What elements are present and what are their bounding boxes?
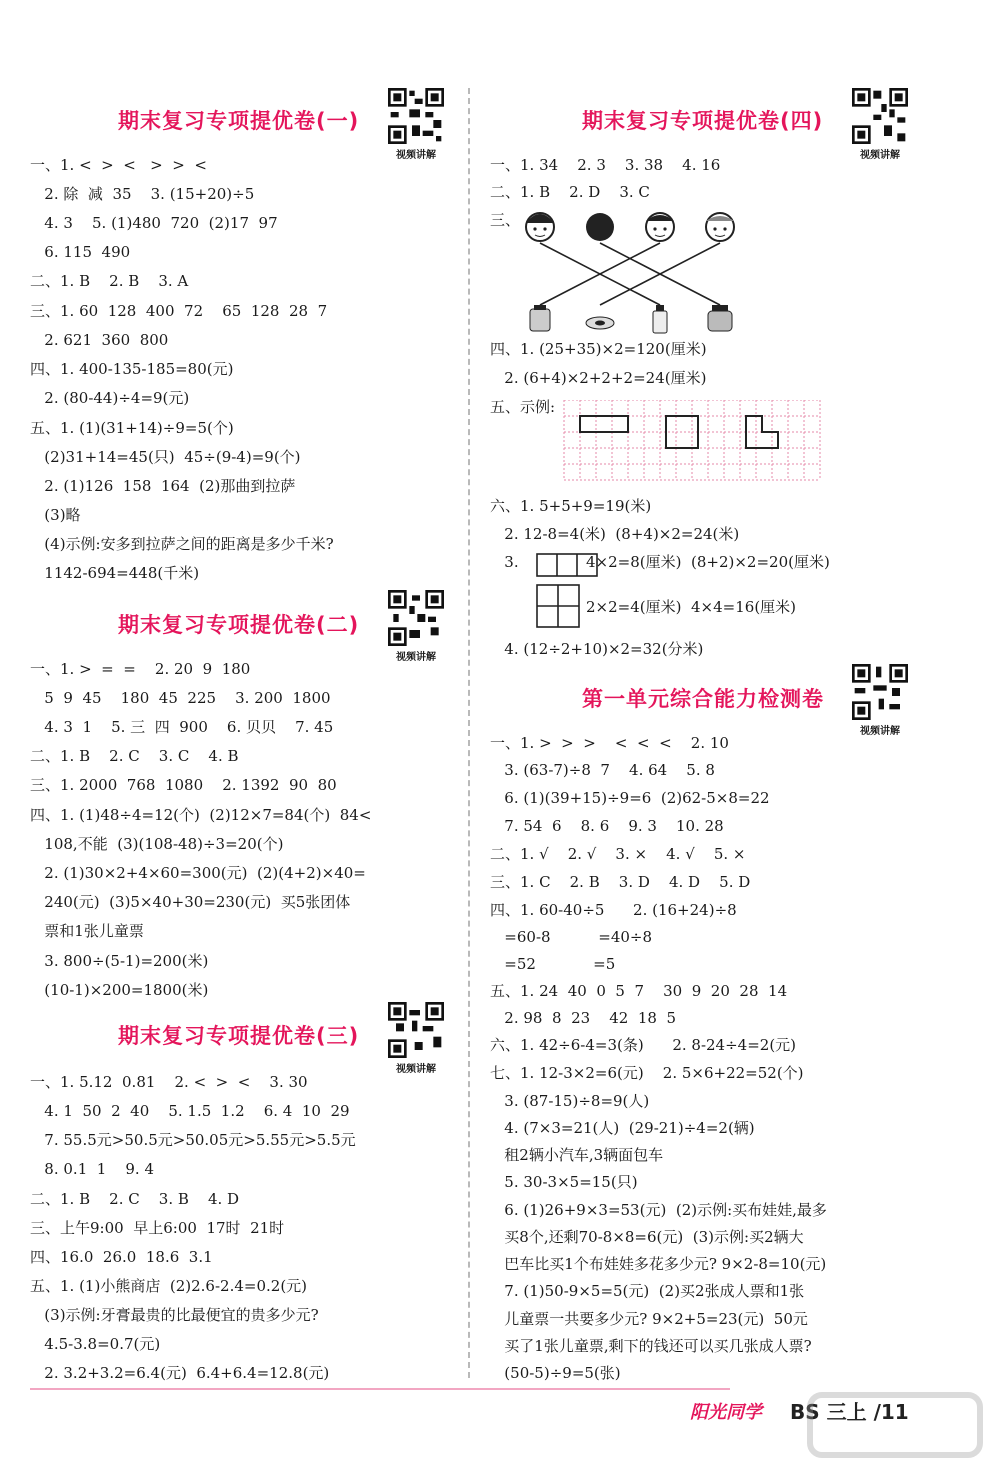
- right-answer-line: 5. 30-3×5=15(只): [490, 1173, 638, 1191]
- left-answer-line: 五、1. (1)(31+14)÷9=5(个): [30, 419, 234, 437]
- qr-code-4[interactable]: [852, 88, 908, 161]
- right-answer-line: 二、1. √ 2. √ 3. × 4. √ 5. ×: [490, 845, 746, 863]
- left-answer-line: 2. 3.2+3.2=6.4(元) 6.4+6.4=12.8(元): [30, 1364, 330, 1382]
- section-title-2: 期末复习专项提优卷(二): [118, 613, 360, 637]
- right-answer-line: 3. (87-15)÷8=9(人): [490, 1092, 650, 1110]
- section-title-4: 期末复习专项提优卷(四): [582, 109, 824, 133]
- right-answer-line: 4. (12÷2+10)×2=32(分米): [490, 640, 704, 658]
- right-answer-line: 3.: [490, 553, 519, 571]
- left-answer-line: 2. (80-44)÷4=9(元): [30, 389, 190, 407]
- qr-code-2[interactable]: [388, 590, 444, 663]
- left-answer-line: 108,不能 (3)(108-48)÷3=20(个): [30, 835, 284, 853]
- right-answer-line: =52 =5: [490, 955, 616, 973]
- plate-icon: [586, 317, 614, 329]
- right-answer-line: 4. (7×3=21(人) (29-21)÷4=2(辆): [490, 1119, 755, 1137]
- left-answer-line: 2. (1)126 158 164 (2)那曲到拉萨: [30, 477, 296, 495]
- left-answer-line: 7. 55.5元>50.5元>50.05元>5.55元>5.5元: [30, 1131, 356, 1149]
- section-title-5: 第一单元综合能力检测卷: [582, 687, 824, 711]
- qr-icon: [388, 88, 444, 144]
- right-answer-line: (50-5)÷9=5(张): [490, 1364, 621, 1382]
- qr-caption: 视频讲解: [396, 150, 436, 161]
- left-answer-line: (3)略: [30, 506, 81, 524]
- right-answer-line: 买8个,还剩70-8×8=6(元) (3)示例:买2辆大: [490, 1228, 804, 1246]
- left-answer-line: 一、1. > = = 2. 20 9 180: [30, 660, 251, 678]
- right-answer-line: 7. 54 6 8. 6 9. 3 10. 28: [490, 817, 724, 835]
- left-answer-line: 二、1. B 2. C 3. B 4. D: [30, 1190, 240, 1208]
- left-answer-line: 2. 621 360 800: [30, 331, 169, 349]
- right-answer-line: 二、1. B 2. D 3. C: [490, 183, 650, 201]
- left-answer-line: 五、1. (1)小熊商店 (2)2.6-2.4=0.2(元): [30, 1277, 308, 1295]
- page-number: BS 三上 /11: [790, 1400, 909, 1424]
- left-answer-line: 二、1. B 2. B 3. A: [30, 272, 189, 290]
- grid-example-figure: [562, 400, 826, 484]
- right-answer-line: 2. (6+4)×2+2+2=24(厘米): [490, 369, 707, 387]
- qr-caption: 视频讲解: [396, 652, 436, 663]
- matching-figure: [510, 205, 760, 340]
- face-icon: [646, 213, 674, 241]
- left-answer-line: 8. 0.1 1 9. 4: [30, 1160, 155, 1178]
- left-answer-line: 三、上午9:00 早上6:00 17时 21时: [30, 1219, 285, 1237]
- left-answer-line: 2. 除 减 35 3. (15+20)÷5: [30, 185, 255, 203]
- qr-icon: [388, 590, 444, 646]
- face-icon: [526, 213, 554, 241]
- qr-caption: 视频讲解: [860, 150, 900, 161]
- right-answer-line: 七、1. 12-3×2=6(元) 2. 5×6+22=52(个): [490, 1064, 804, 1082]
- right-answer-line: 四、1. (25+35)×2=120(厘米): [490, 340, 707, 358]
- section-title-1: 期末复习专项提优卷(一): [118, 109, 360, 133]
- right-answer-line: 6. (1)26+9×3=53(元) (2)示例:买布娃娃,最多: [490, 1201, 827, 1219]
- left-answer-line: 三、1. 60 128 400 72 65 128 28 7: [30, 302, 328, 320]
- qr-code-3[interactable]: [388, 1002, 444, 1075]
- left-answer-line: 4. 3 5. (1)480 720 (2)17 97: [30, 214, 278, 232]
- left-answer-line: 三、1. 2000 768 1080 2. 1392 90 80: [30, 776, 337, 794]
- right-answer-line: 儿童票一共要多少元? 9×2+5=23(元) 50元: [490, 1310, 808, 1328]
- left-answer-line: 4. 3 1 5. 三 四 900 6. 贝贝 7. 45: [30, 718, 334, 736]
- right-answer-line: 四、1. 60-40÷5 2. (16+24)÷8: [490, 901, 737, 919]
- right-answer-line: 7. (1)50-9×5=5(元) (2)买2张成人票和1张: [490, 1282, 805, 1300]
- left-answer-line: 四、1. 400-135-185=80(元): [30, 360, 234, 378]
- face-icon: [586, 213, 614, 241]
- right-answer-line: 五、1. 24 40 0 5 7 30 9 20 28 14: [490, 982, 788, 1000]
- can-icon: [708, 305, 732, 331]
- right-answer-line: 3. (63-7)÷8 7 4. 64 5. 8: [490, 761, 715, 779]
- watermark-icon: [800, 1385, 990, 1465]
- left-answer-line: 票和1张儿童票: [30, 922, 144, 940]
- right-answer-line: 五、示例:: [490, 398, 556, 416]
- qr-caption: 视频讲解: [860, 726, 900, 737]
- right-answer-line: =60-8 =40÷8: [490, 928, 653, 946]
- jar-icon: [530, 305, 550, 331]
- left-answer-line: (2)31+14=45(只) 45÷(9-4)=9(个): [30, 448, 301, 466]
- brand-logo: 阳光同学: [690, 1402, 762, 1423]
- left-answer-line: 240(元) (3)5×40+30=230(元) 买5张团体: [30, 893, 351, 911]
- section-title-3: 期末复习专项提优卷(三): [118, 1024, 360, 1048]
- left-answer-line: 一、1. < > < > > <: [30, 156, 207, 174]
- left-answer-line: 四、1. (1)48÷4=12(个) (2)12×7=84(个) 84<: [30, 806, 372, 824]
- left-answer-line: 二、1. B 2. C 3. C 4. B: [30, 747, 239, 765]
- four-squares-figure: [536, 584, 584, 632]
- right-answer-line: 三、: [490, 211, 521, 229]
- qr-caption: 视频讲解: [396, 1064, 436, 1075]
- qr-icon: [852, 88, 908, 144]
- qr-code-5[interactable]: [852, 664, 908, 737]
- right-answer-line: 6. (1)(39+15)÷9=6 (2)62-5×8=22: [490, 789, 770, 807]
- column-divider: [468, 88, 470, 1378]
- right-answer-line: 2×2=4(厘米) 4×4=16(厘米): [586, 598, 797, 616]
- left-answer-line: 四、16.0 26.0 18.6 3.1: [30, 1248, 213, 1266]
- left-answer-line: 3. 800÷(5-1)=200(米): [30, 952, 209, 970]
- left-answer-line: 5 9 45 180 45 225 3. 200 1800: [30, 689, 331, 707]
- left-answer-line: 1142-694=448(千米): [30, 564, 200, 582]
- left-answer-line: 2. (1)30×2+4×60=300(元) (2)(4+2)×40=: [30, 864, 366, 882]
- left-answer-line: (10-1)×200=1800(米): [30, 981, 209, 999]
- right-answer-line: 三、1. C 2. B 3. D 4. D 5. D: [490, 873, 751, 891]
- right-answer-line: 一、1. > > > < < < 2. 10: [490, 734, 729, 752]
- qr-icon: [388, 1002, 444, 1058]
- face-icon: [706, 213, 734, 241]
- left-answer-line: (4)示例:安多到拉萨之间的距离是多少千米?: [30, 535, 334, 553]
- left-answer-line: 4. 1 50 2 40 5. 1.5 1.2 6. 4 10 29: [30, 1102, 350, 1120]
- footer-rule: [30, 1388, 730, 1390]
- qr-code-1[interactable]: [388, 88, 444, 161]
- left-answer-line: 一、1. 5.12 0.81 2. < > < 3. 30: [30, 1073, 308, 1091]
- right-answer-line: 巴车比买1个布娃娃多花多少元? 9×2-8=10(元): [490, 1255, 827, 1273]
- right-answer-line: 4×2=8(厘米) (8+2)×2=20(厘米): [586, 553, 830, 571]
- left-answer-line: 6. 115 490: [30, 243, 131, 261]
- right-answer-line: 六、1. 42÷6-4=3(条) 2. 8-24÷4=2(元): [490, 1036, 797, 1054]
- right-answer-line: 租2辆小汽车,3辆面包车: [490, 1146, 664, 1164]
- right-answer-line: 六、1. 5+5+9=19(米): [490, 497, 652, 515]
- left-answer-line: 4.5-3.8=0.7(元): [30, 1335, 161, 1353]
- left-answer-line: (3)示例:牙膏最贵的比最便宜的贵多少元?: [30, 1306, 319, 1324]
- qr-icon: [852, 664, 908, 720]
- right-answer-line: 一、1. 34 2. 3 3. 38 4. 16: [490, 156, 721, 174]
- three-squares-figure: [536, 552, 606, 580]
- right-answer-line: 2. 98 8 23 42 18 5: [490, 1009, 677, 1027]
- bottle-icon: [653, 305, 667, 333]
- right-answer-line: 2. 12-8=4(米) (8+4)×2=24(米): [490, 525, 740, 543]
- right-answer-line: 买了1张儿童票,剩下的钱还可以买几张成人票?: [490, 1337, 812, 1355]
